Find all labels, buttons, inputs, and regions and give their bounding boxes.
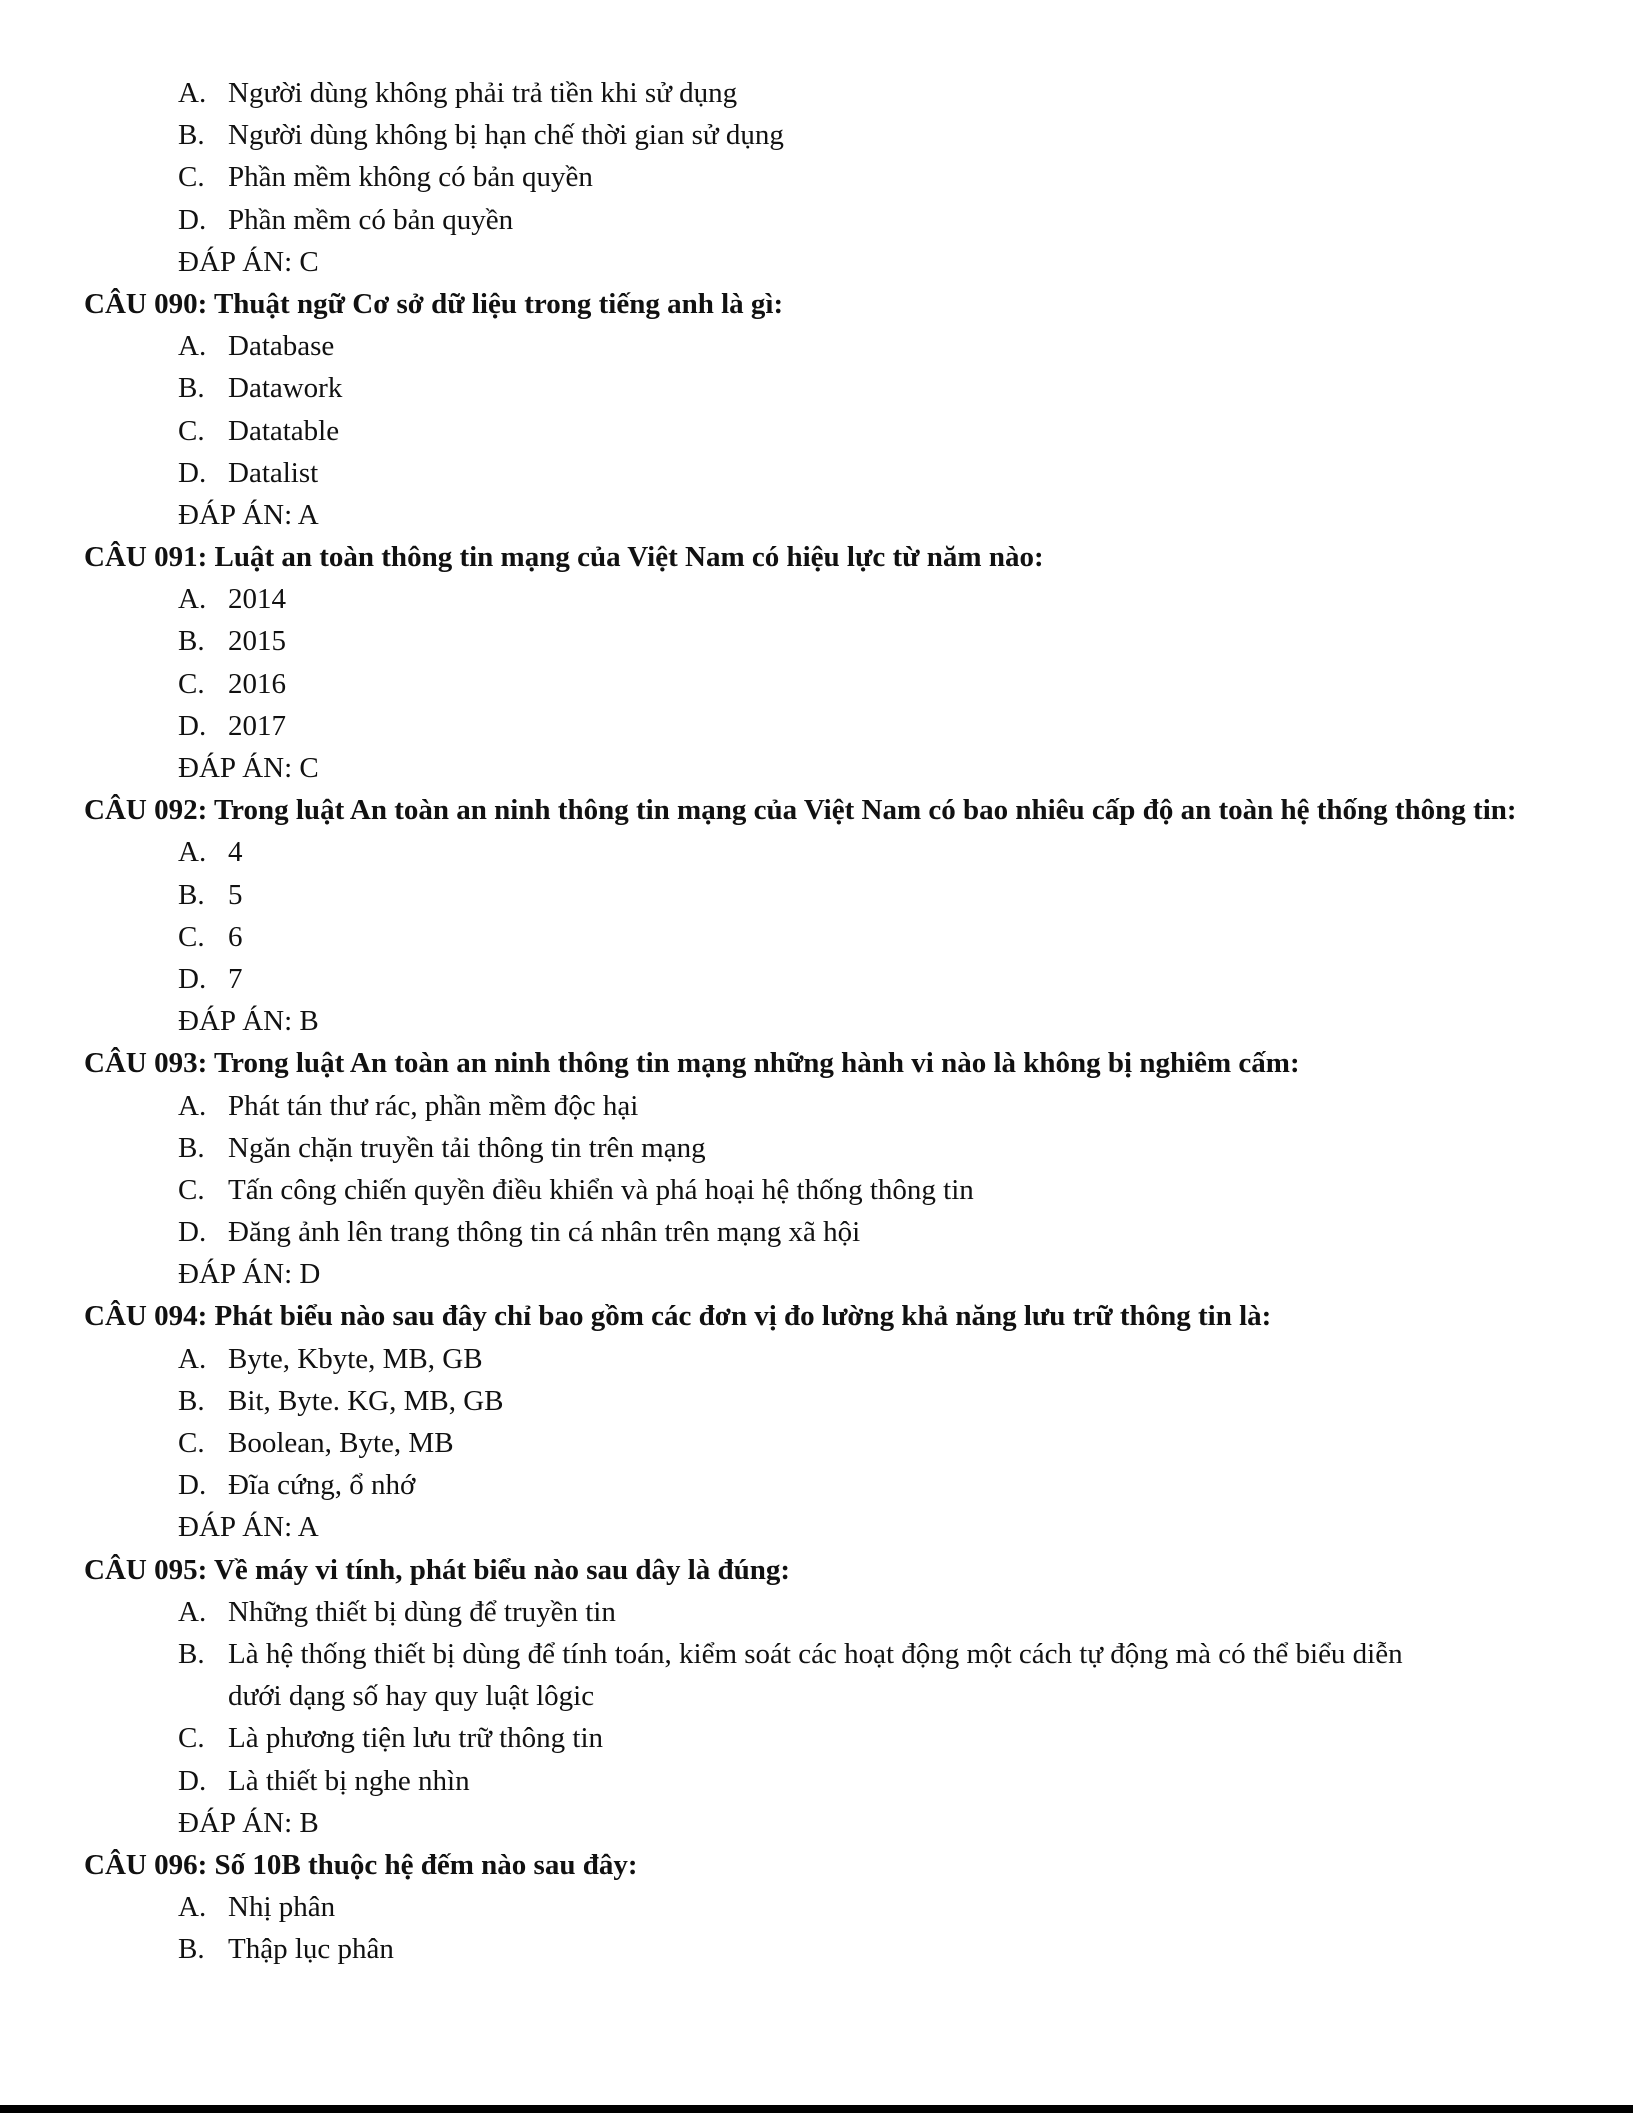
option-text: Đĩa cứng, ổ nhớ xyxy=(228,1469,416,1502)
option-b xyxy=(0,1928,1633,1970)
answer-line: ĐÁP ÁN: A xyxy=(178,1511,319,1544)
question-title: CÂU 092: Trong luật An toàn an ninh thông tin mạng của Việt Nam có bao nhiêu cấp độ an toàn hệ thống thông tin: xyxy=(84,794,1517,827)
option-letter: A. xyxy=(178,330,207,363)
answer-line: ĐÁP ÁN: C xyxy=(178,245,319,278)
carry-over-block xyxy=(0,72,1633,283)
option-text: Phần mềm có bản quyền xyxy=(228,203,514,236)
option-letter: B. xyxy=(178,1384,205,1417)
option-a xyxy=(0,325,1633,367)
question-091 xyxy=(0,536,1633,789)
option-text: Byte, Kbyte, MB, GB xyxy=(228,1342,483,1375)
option-d xyxy=(0,452,1633,494)
option-c xyxy=(0,1717,1633,1759)
option-letter: C. xyxy=(178,1173,205,1206)
option-c xyxy=(0,663,1633,705)
option-letter: A. xyxy=(178,1891,207,1924)
option-b xyxy=(0,1633,1633,1675)
option-letter: A. xyxy=(178,836,207,869)
option-text: Bit, Byte. KG, MB, GB xyxy=(228,1384,504,1417)
option-text: 4 xyxy=(228,836,243,869)
option-text: Đăng ảnh lên trang thông tin cá nhân trên mạng xã hội xyxy=(228,1216,861,1249)
option-text: 5 xyxy=(228,878,243,911)
question-title: CÂU 090: Thuật ngữ Cơ sở dữ liệu trong tiếng anh là gì: xyxy=(84,287,784,320)
option-letter: C. xyxy=(178,920,205,953)
option-c xyxy=(0,1422,1633,1464)
option-a xyxy=(0,1338,1633,1380)
answer-line: ĐÁP ÁN: B xyxy=(178,1005,319,1038)
option-b xyxy=(0,620,1633,662)
option-text: Datawork xyxy=(228,372,343,405)
question-title: CÂU 091: Luật an toàn thông tin mạng của Việt Nam có hiệu lực từ năm nào: xyxy=(84,541,1044,574)
option-letter: D. xyxy=(178,709,207,742)
option-letter: B. xyxy=(178,625,205,658)
question-title: CÂU 096: Số 10B thuộc hệ đếm nào sau đây: xyxy=(84,1848,638,1881)
option-d xyxy=(0,958,1633,1000)
option-c xyxy=(0,156,1633,198)
option-c xyxy=(0,1169,1633,1211)
option-letter: A. xyxy=(178,583,207,616)
option-letter: D. xyxy=(178,1764,207,1797)
option-letter: B. xyxy=(178,878,205,911)
option-text: Datatable xyxy=(228,414,340,447)
option-c xyxy=(0,410,1633,452)
question-title: CÂU 093: Trong luật An toàn an ninh thông tin mạng những hành vi nào là không bị nghiêm cấm: xyxy=(84,1047,1300,1080)
option-letter: B. xyxy=(178,119,205,152)
option-d xyxy=(0,705,1633,747)
option-letter: A. xyxy=(178,77,207,109)
page-bottom-border xyxy=(0,2105,1633,2113)
question-095 xyxy=(0,1549,1633,1844)
option-text: Phần mềm không có bản quyền xyxy=(228,161,593,194)
question-093 xyxy=(0,1042,1633,1295)
option-letter: D. xyxy=(178,203,207,236)
answer-line: ĐÁP ÁN: C xyxy=(178,752,319,784)
option-text: Là hệ thống thiết bị dùng để tính toán, kiểm soát các hoạt động một cách tự động mà có thể biểu diễn xyxy=(228,1637,1403,1670)
option-a xyxy=(0,1085,1633,1127)
option-letter: D. xyxy=(178,962,207,995)
answer-line: ĐÁP ÁN: A xyxy=(178,498,319,531)
option-letter: D. xyxy=(178,1216,207,1249)
option-text: Là phương tiện lưu trữ thông tin xyxy=(228,1722,604,1755)
option-a xyxy=(0,578,1633,620)
option-letter: C. xyxy=(178,414,205,447)
option-text: Datalist xyxy=(228,456,319,489)
option-letter: A. xyxy=(178,1089,207,1122)
option-b xyxy=(0,114,1633,156)
option-text: 2014 xyxy=(228,583,286,616)
option-text: Là thiết bị nghe nhìn xyxy=(228,1764,470,1797)
option-letter: D. xyxy=(178,1469,207,1502)
option-text: Những thiết bị dùng để truyền tin xyxy=(228,1595,616,1628)
question-096 xyxy=(0,1844,1633,1971)
option-text: Database xyxy=(228,330,335,363)
option-b xyxy=(0,874,1633,916)
option-text: Tấn công chiến quyền điều khiển và phá hoại hệ thống thông tin xyxy=(228,1173,974,1206)
option-letter: B. xyxy=(178,1933,205,1966)
option-letter: B. xyxy=(178,372,205,405)
option-text: Phát tán thư rác, phần mềm độc hại xyxy=(228,1089,639,1122)
option-text: 2016 xyxy=(228,667,286,700)
option-letter: C. xyxy=(178,161,205,194)
option-text: Người dùng không bị hạn chế thời gian sử dụng xyxy=(228,119,784,152)
option-d xyxy=(0,1464,1633,1506)
option-a xyxy=(0,1886,1633,1928)
option-text: Boolean, Byte, MB xyxy=(228,1427,454,1460)
option-letter: C. xyxy=(178,667,205,700)
option-b xyxy=(0,1380,1633,1422)
option-a xyxy=(0,831,1633,873)
option-letter: A. xyxy=(178,1342,207,1375)
option-letter: C. xyxy=(178,1427,205,1460)
question-title: CÂU 094: Phát biểu nào sau đây chỉ bao gồm các đơn vị đo lường khả năng lưu trữ thông tin là: xyxy=(84,1300,1272,1333)
answer-line: ĐÁP ÁN: D xyxy=(178,1258,321,1291)
option-b xyxy=(0,367,1633,409)
option-text: Ngăn chặn truyền tải thông tin trên mạng xyxy=(228,1131,706,1164)
option-d xyxy=(0,1211,1633,1253)
document-page xyxy=(0,72,1633,1970)
option-c xyxy=(0,916,1633,958)
option-letter: A. xyxy=(178,1595,207,1628)
option-d xyxy=(0,199,1633,241)
option-letter: B. xyxy=(178,1637,205,1670)
option-letter: B. xyxy=(178,1131,205,1164)
option-text: Người dùng không phải trả tiền khi sử dụng xyxy=(228,77,738,109)
option-letter: D. xyxy=(178,456,207,489)
question-090 xyxy=(0,283,1633,536)
option-a xyxy=(0,1591,1633,1633)
option-text: Nhị phân xyxy=(228,1891,336,1924)
option-a xyxy=(0,72,1633,114)
option-text: 2015 xyxy=(228,625,286,658)
question-092 xyxy=(0,789,1633,1042)
question-094 xyxy=(0,1295,1633,1548)
option-text: Thập lục phân xyxy=(228,1933,394,1966)
option-b xyxy=(0,1127,1633,1169)
option-d xyxy=(0,1760,1633,1802)
option-text: 2017 xyxy=(228,709,286,742)
option-text: 7 xyxy=(228,962,243,995)
question-title: CÂU 095: Về máy vi tính, phát biểu nào sau dây là đúng: xyxy=(84,1553,791,1586)
option-text: 6 xyxy=(228,920,243,953)
option-letter: C. xyxy=(178,1722,205,1755)
answer-line: ĐÁP ÁN: B xyxy=(178,1806,319,1839)
option-b-continuation: dưới dạng số hay quy luật lôgic xyxy=(228,1680,595,1713)
